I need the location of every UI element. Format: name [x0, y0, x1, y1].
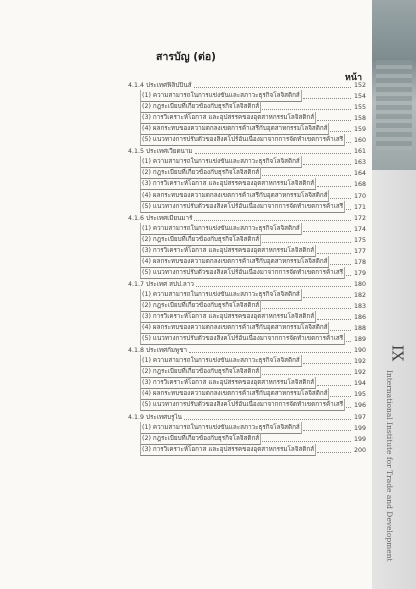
toc-entry-page: 154 [353, 93, 366, 101]
toc-entry-label: 4.1.5 ประเทศเวียดนาม [128, 148, 193, 156]
toc-entry-page: 188 [353, 325, 366, 333]
toc-entry-page: 175 [353, 236, 366, 244]
toc-entry-label: (2) กฎระเบียบที่เกี่ยวข้องกับธุรกิจโลจิสติกส์ [140, 234, 261, 246]
toc-entry-label: 4.1.6 ประเทศเมียนมาร์ [128, 214, 193, 222]
dot-leader [346, 142, 351, 143]
toc-entry-page: 192 [353, 369, 366, 377]
toc-entry-label: 4.1.9 ประเทศบรูไน [128, 413, 182, 421]
toc-entry-label: (3) การวิเคราะห์โอกาส และอุปสรรคของอุตสาหกรรมโลจิสติกส์ [140, 444, 316, 456]
toc-entry-label: (5) แนวทางการปรับตัวของสิงคโปร์อันเนื่องมาจากการจัดทำเขตการค้าเสรี [140, 267, 345, 279]
toc-entry-page: 159 [353, 126, 366, 134]
dot-leader [303, 430, 351, 431]
dot-leader [303, 98, 351, 99]
toc-entry-page: 179 [353, 269, 366, 277]
dot-leader [346, 209, 351, 210]
toc-entry-page: 163 [353, 159, 366, 167]
toc-entry-page: 158 [353, 115, 366, 123]
toc-entry-label: (3) การวิเคราะห์โอกาส และอุปสรรคของอุตสาหกรรมโลจิสติกส์ [140, 311, 316, 323]
toc-entry-label: (1) ความสามารถในการแข่งขันและสภาวะธุรกิจโลจิสติกส์ [140, 355, 302, 367]
dot-leader [317, 253, 351, 254]
toc-entry-label: (3) การวิเคราะห์โอกาส และอุปสรรคของอุตสาหกรรมโลจิสติกส์ [140, 112, 316, 124]
dot-leader [196, 286, 351, 287]
toc-entry-label: 4.1.8 ประเทศกัมพูชา [128, 347, 188, 355]
toc-entry-label: (1) ความสามารถในการแข่งขันและสภาวะธุรกิจโลจิสติกส์ [140, 223, 302, 235]
toc-entry-label: (5) แนวทางการปรับตัวของสิงคโปร์อันเนื่องมาจากการจัดทำเขตการค้าเสรี [140, 333, 345, 345]
side-band [372, 0, 416, 589]
toc-entry-label: (1) ความสามารถในการแข่งขันและสภาวะธุรกิจโลจิสติกส์ [140, 90, 302, 102]
toc-entry-label: (2) กฎระเบียบที่เกี่ยวข้องกับธุรกิจโลจิสติกส์ [140, 167, 261, 179]
toc-entry-page: 192 [353, 358, 366, 366]
dot-leader [317, 186, 351, 187]
dot-leader [194, 220, 351, 221]
toc-entry-page: 172 [353, 214, 366, 222]
dot-leader [262, 441, 351, 442]
institute-caption [372, 370, 416, 570]
toc-entry-label: (5) แนวทางการปรับตัวของสิงคโปร์อันเนื่องมาจากการจัดทำเขตการค้าเสรี [140, 399, 345, 411]
institute-name: International Institute for Trade and Development [385, 370, 394, 562]
cover-photo-strip [372, 0, 416, 170]
dot-leader [317, 385, 351, 386]
toc-entry [140, 202, 366, 213]
page-number: IX [388, 344, 407, 362]
toc-entry-label: (4) ผลกระทบของความตกลงเขตการค้าเสรีกับอุตสาหกรรมโลจิสติกส์ [140, 123, 329, 135]
dot-leader [346, 275, 351, 276]
toc-entry-label: 4.1.4 ประเทศฟิลิปปินส์ [128, 82, 192, 89]
toc-entry-label: 4.1.7 ประเทศ สปป.ลาว [128, 280, 194, 288]
dot-leader [303, 164, 351, 165]
toc-entry-page: 189 [353, 336, 366, 344]
dot-leader [330, 264, 351, 265]
toc-entry-page: 174 [353, 225, 366, 233]
dot-leader [330, 330, 351, 331]
toc-entry-label: (1) ความสามารถในการแข่งขันและสภาวะธุรกิจโลจิสติกส์ [140, 289, 302, 301]
toc-entry-page: 200 [353, 446, 366, 454]
toc-entry-label: (3) การวิเคราะห์โอกาส และอุปสรรคของอุตสาหกรรมโลจิสติกส์ [140, 245, 316, 257]
toc-entry-page: 183 [353, 303, 366, 310]
dot-leader [195, 153, 351, 154]
dot-leader [262, 242, 351, 243]
toc-entry-label: (4) ผลกระทบของความตกลงเขตการค้าเสรีกับอุตสาหกรรมโลจิสติกส์ [140, 256, 329, 268]
dot-leader [262, 175, 351, 176]
toc-entry-label: (4) ผลกระทบของความตกลงเขตการค้าเสรีกับอุตสาหกรรมโลจิสติกส์ [140, 388, 329, 400]
toc-entry-label: (4) ผลกระทบของความตกลงเขตการค้าเสรีกับอุตสาหกรรมโลจิสติกส์ [140, 190, 329, 202]
toc-entry [140, 400, 366, 411]
toc-entry-label: (1) ความสามารถในการแข่งขันและสภาวะธุรกิจโลจิสติกส์ [140, 156, 302, 168]
toc-entry-label: (2) กฎระเบียบที่เกี่ยวข้องกับธุรกิจโลจิสติกส์ [140, 433, 261, 445]
toc-entry-label: (5) แนวทางการปรับตัวของสิงคโปร์อันเนื่องมาจากการจัดทำเขตการค้าเสรี [140, 134, 345, 146]
dot-leader [262, 374, 351, 375]
dot-leader [346, 407, 351, 408]
toc-entry-label: (5) แนวทางการปรับตัวของสิงคโปร์อันเนื่องมาจากการจัดทำเขตการค้าเสรี [140, 201, 345, 213]
toc-entry [140, 268, 366, 279]
toc-entry-page: 155 [353, 104, 366, 112]
toc-entry-page: 194 [353, 380, 366, 388]
dot-leader [262, 308, 351, 309]
dot-leader [317, 319, 351, 320]
dot-leader [262, 109, 351, 110]
toc-entry [140, 334, 366, 345]
dot-leader [330, 198, 351, 199]
dot-leader [346, 341, 351, 342]
toc-entry-page: 195 [353, 391, 366, 399]
toc-entry-label: (3) การวิเคราะห์โอกาส และอุปสรรคของอุตสาหกรรมโลจิสติกส์ [140, 178, 316, 190]
toc-entry-label: (1) ความสามารถในการแข่งขันและสภาวะธุรกิจโลจิสติกส์ [140, 422, 302, 434]
dot-leader [317, 452, 351, 453]
dot-leader [303, 231, 351, 232]
dot-leader [317, 120, 351, 121]
toc-entry-label: (2) กฎระเบียบที่เกี่ยวข้องกับธุรกิจโลจิสติกส์ [140, 300, 261, 312]
dot-leader [189, 352, 351, 353]
dot-leader [330, 131, 351, 132]
toc-entry-page: 196 [353, 402, 366, 410]
toc-entry-label: (2) กฎระเบียบที่เกี่ยวข้องกับธุรกิจโลจิสติกส์ [140, 366, 261, 378]
dot-leader [184, 419, 351, 420]
toc-entry [140, 445, 366, 456]
toc-entry-page: 160 [353, 137, 366, 145]
toc-entry-page: 186 [353, 314, 366, 322]
toc-entry [140, 135, 366, 146]
dot-leader [303, 297, 351, 298]
toc-entry-page: 182 [353, 291, 366, 299]
toc-entry-page: 178 [353, 258, 366, 266]
page-title: สารบัญ (ต่อ) [156, 51, 216, 63]
toc-entry-page: 152 [353, 82, 366, 89]
page-column-heading: หน้า [344, 73, 362, 83]
toc-entry-page: 161 [353, 148, 366, 156]
toc-entry-page: 168 [353, 181, 366, 189]
dot-leader [303, 363, 351, 364]
toc-entry-page: 164 [353, 170, 366, 178]
toc-entry-label: (4) ผลกระทบของความตกลงเขตการค้าเสรีกับอุตสาหกรรมโลจิสติกส์ [140, 322, 329, 334]
toc-entry-page: 199 [353, 424, 366, 432]
dot-leader [194, 87, 351, 88]
toc-entry-page: 171 [353, 203, 366, 211]
toc-entry-page: 177 [353, 247, 366, 255]
toc-entry-page: 199 [353, 435, 366, 443]
dot-leader [330, 396, 351, 397]
toc-entry-label: (2) กฎระเบียบที่เกี่ยวข้องกับธุรกิจโลจิสติกส์ [140, 101, 261, 113]
toc-entry-label: (3) การวิเคราะห์โอกาส และอุปสรรคของอุตสาหกรรมโลจิสติกส์ [140, 377, 316, 389]
toc-entry-page: 197 [353, 413, 366, 421]
toc-entry-page: 190 [353, 347, 366, 355]
toc-entry-page: 170 [353, 192, 366, 200]
toc-entry-page: 180 [353, 280, 366, 288]
